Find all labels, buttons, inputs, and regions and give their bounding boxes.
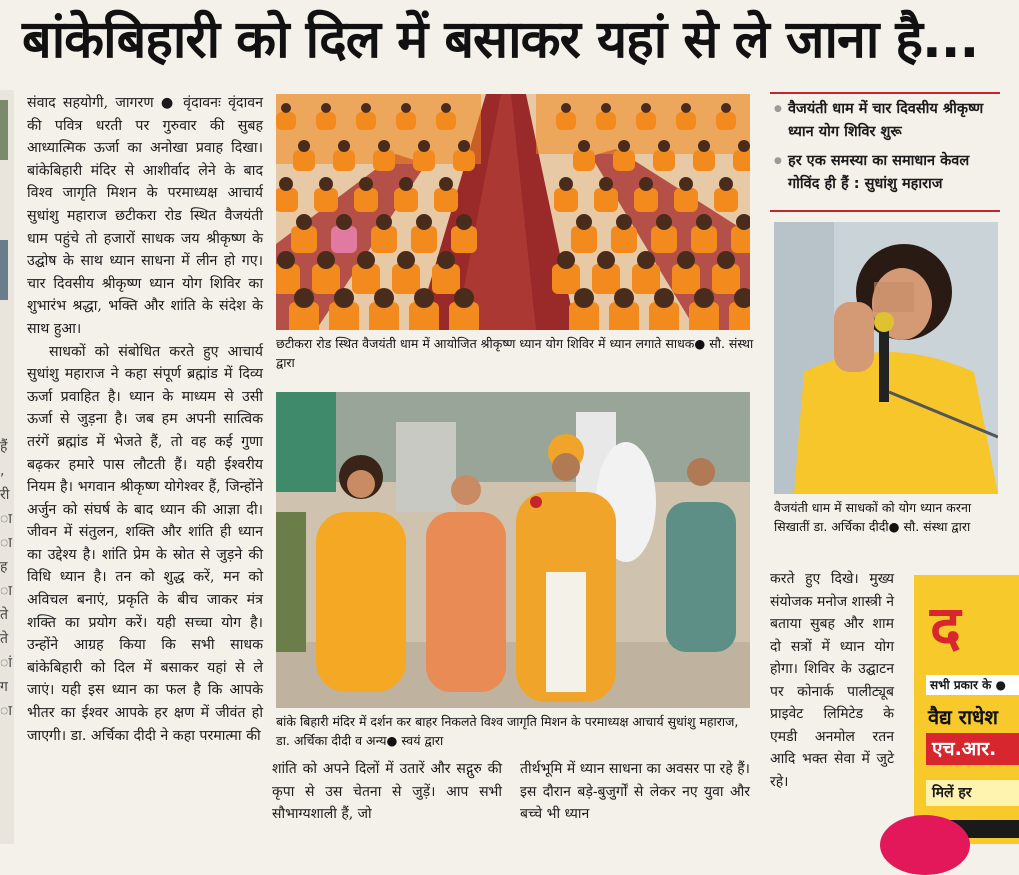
article-body-column-2: शांति को अपने दिलों में उतारें और सद्गुरु की कृपा से उस चेतना से जुड़ें। आप सभी सौभाग्यशाली हैं, जो bbox=[272, 761, 502, 822]
adjacent-edge-glyph: ते bbox=[0, 607, 8, 623]
highlights-bottom-rule bbox=[770, 210, 1000, 212]
advertisement bbox=[914, 575, 1019, 844]
ad-tagline: सभी प्रकार के ● bbox=[926, 675, 1019, 695]
byline: संवाद सहयोगी, जागरण ● वृंदावनः वृंदावन की पवित्र धरती पर गुरुवार की सुबह आध्यात्मिक ऊर्जा का अनोखा प्रवाह दिखा। बांकेबिहारी मंदिर से आशीर्वाद लेने के बाद विश्व जागृति मिशन के परमाध्यक्ष आचार्य सुधांशु महाराज छटीकरा रोड स्थित वैजयंती धाम पहुंचे तो हजारों साधक जय श्रीकृष्ण के उद्घोष के साथ ध्यान साधना में लीन हो गए। चार दिवसीय श्रीकृष्ण ध्यान योग शिविर का शुभारंभ श्रद्धा, भक्ति और शांति के संदेश के साथ हुआ। bbox=[27, 95, 263, 337]
adjacent-edge-glyph: हैं bbox=[0, 439, 8, 455]
adjacent-photo-edge-2 bbox=[0, 240, 8, 300]
adjacent-edge-glyph: ते bbox=[0, 631, 8, 647]
adjacent-edge-glyph: ां bbox=[0, 655, 12, 671]
ad-red-band: एच.आर. bbox=[926, 733, 1019, 765]
photo-archika-didi bbox=[774, 222, 998, 494]
ad-doctor-name: वैद्य राधेश bbox=[928, 705, 998, 729]
adjacent-edge-glyph: ा bbox=[0, 703, 12, 719]
adjacent-edge-glyph: , bbox=[0, 463, 5, 479]
adjacent-edge-glyph: ह bbox=[0, 559, 8, 575]
article-body-column-4: करते हुए दिखे। मुख्य संयोजक मनोज शास्त्री ने बताया सुबह और शाम दो सत्रों में ध्यान योग होगा। शिविर के उद्घाटन पर कोनार्क पालीट्यूब प्राइवेट लिमिटेड के एमडी अनमोल रतन आदि भक्त सेवा में जुटे रहे। bbox=[770, 571, 894, 790]
highlight-item: ● हर एक समस्या का समाधान केवल गोविंद ही हैं : सुधांशु महाराज bbox=[774, 150, 1004, 196]
highlights-top-rule bbox=[770, 92, 1000, 94]
article-body-column-3: तीर्थभूमि में ध्यान साधना का अवसर पा रहे हैं। इस दौरान बड़े-बुजुर्गों से लेकर नए युवा और बच्चे भी ध्यान bbox=[520, 761, 750, 822]
highlights-box bbox=[774, 98, 1004, 202]
ad-contact-band: मिलें हर bbox=[926, 780, 1019, 806]
adjacent-edge-glyph: ा bbox=[0, 511, 12, 527]
ad-logo-text: द bbox=[930, 593, 961, 661]
photo-caption-3: वैजयंती धाम में साधकों को योग ध्यान करना सिखातीं डा. अर्चिका दीदी● सौ. संस्था द्वारा bbox=[774, 500, 972, 534]
photo-meditation-crowd bbox=[276, 94, 750, 330]
adjacent-edge-glyph: ा bbox=[0, 535, 12, 551]
photo-caption-2: बांके बिहारी मंदिर में दर्शन कर बाहर निकलते विश्व जागृति मिशन के परमाध्यक्ष आचार्य सुधांशु महाराज, डा. अर्चिका दीदी व अन्य● स्वयं द्वारा bbox=[276, 714, 739, 748]
ad-decorative-circle bbox=[880, 815, 970, 875]
adjacent-edge-glyph: ा bbox=[0, 583, 12, 599]
adjacent-text-edge bbox=[0, 435, 14, 723]
photo-caption-1: छटीकरा रोड स्थित वैजयंती धाम में आयोजित श्रीकृष्ण ध्यान योग शिविर में ध्यान लगाते साधक● सौ. संस्था द्वारा bbox=[276, 336, 754, 370]
adjacent-edge-glyph: ग bbox=[0, 679, 8, 695]
body-paragraph: साधकों को संबोधित करते हुए आचार्य सुधांशु महाराज ने कहा संपूर्ण ब्रह्मांड में दिव्य ऊर्जा प्रवाहित है। ध्यान के माध्यम से उसी ऊर्जा से जुड़ना है। जब हम अपनी सात्विक तरंगें ब्रह्मांड में भेजते हैं, तो वह कई गुणा बढ़कर हमारे पास लौटती हैं। यही ईश्वरीय नियम है। भगवान श्रीकृष्ण योगेश्वर हैं, जिन्होंने अर्जुन को संघर्ष के बाद ध्यान की आज्ञा दी। जीवन में संतुलन, शक्ति और शांति ही ध्यान का उद्देश्य है। शांति प्रेम के स्रोत से जुड़ने की विधि ध्यान है। तन को शुद्ध करें, मन को अविचल बनाएं, प्रकृति के बीच जाकर मंत्र शक्ति का प्रयोग करें। यही सच्चा योग है। उन्होंने आग्रह किया कि सभी साधक बांकेबिहारी को दिल में बसाकर यहां से ले जाएं। यही इस ध्यान का फल है कि आपके भीतर का ईश्वर आपके हर क्षण में जीवंत हो जाएगी। डा. अर्चिका दीदी ने कहा परमात्मा की bbox=[27, 343, 263, 744]
article-body-column-1 bbox=[27, 92, 263, 747]
adjacent-edge-glyph: री bbox=[0, 487, 10, 503]
headline: बांकेबिहारी को दिल में बसाकर यहां से ले जाना है... bbox=[22, 10, 979, 70]
photo-procession bbox=[276, 392, 750, 708]
highlight-item: ● वैजयंती धाम में चार दिवसीय श्रीकृष्ण ध्यान योग शिविर शुरू bbox=[774, 98, 1004, 144]
adjacent-photo-edge bbox=[0, 100, 8, 160]
